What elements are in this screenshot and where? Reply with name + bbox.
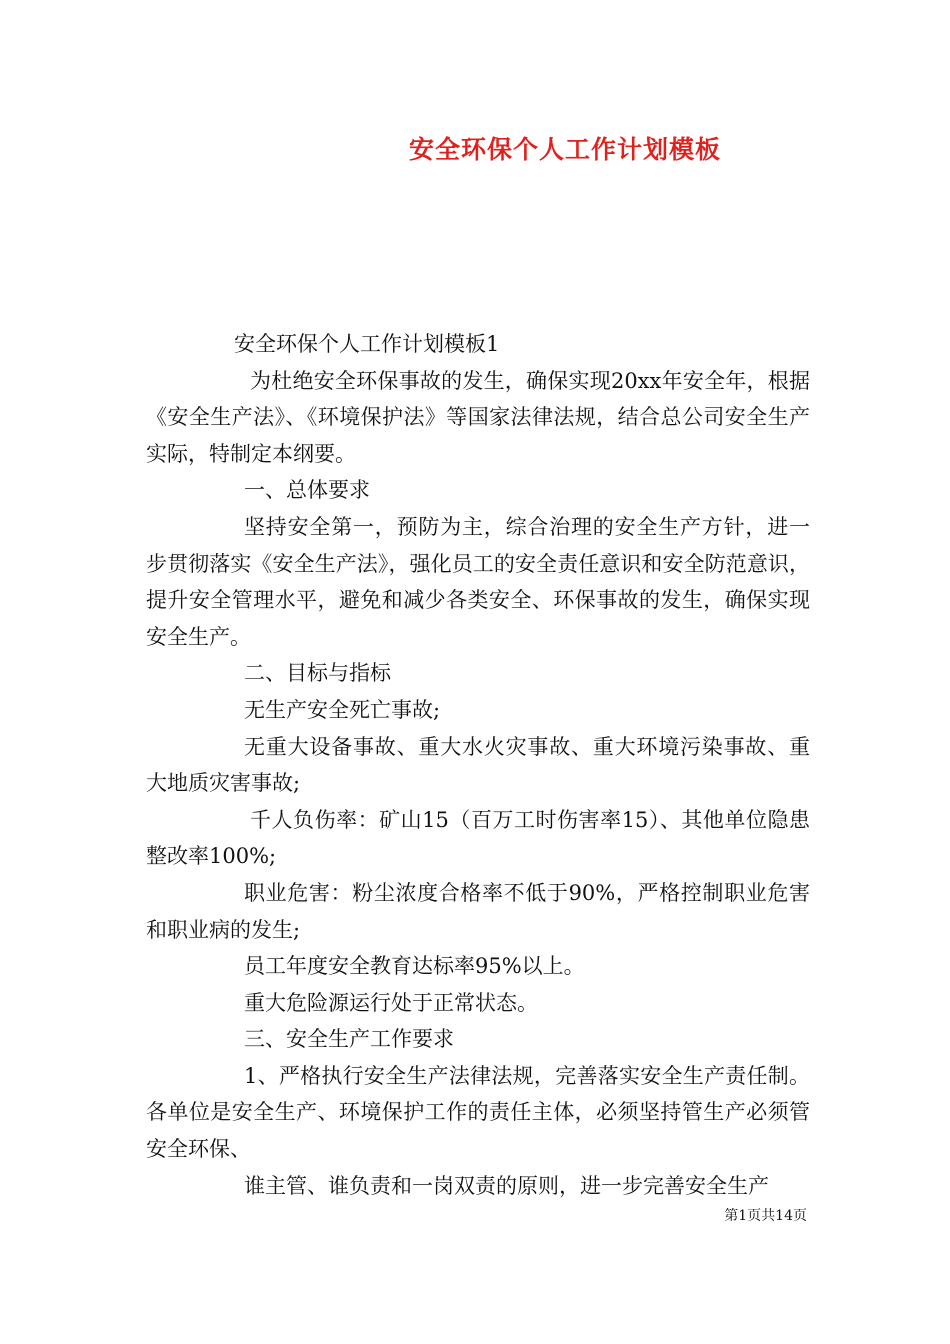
- paragraph-goal-4: 职业危害：粉尘浓度合格率不低于90%，严格控制职业危害和职业病的发生;: [146, 880, 810, 942]
- paragraph-general-requirements: 坚持安全第一，预防为主，综合治理的安全生产方针，进一步贯彻落实《安全生产法》，强化员工的安全责任意识和安全防范意识，提升安全管理水平，避免和减少各类安全、环保事故的发生，确保实现安全生产。: [146, 514, 810, 649]
- paragraph-goal-3: 千人负伤率：矿山15（百万工时伤害率15）、其他单位隐患整改率100%;: [146, 807, 810, 869]
- document-title: 安全环保个人工作计划模板: [408, 135, 721, 164]
- section-subtitle: 安全环保个人工作计划模板1: [234, 332, 500, 356]
- heading-safety-requirements: 三、安全生产工作要求: [244, 1027, 454, 1052]
- document-body: [146, 326, 810, 1204]
- heading-goals-indicators: 二、目标与指标: [244, 661, 391, 686]
- paragraph-goal-6: 重大危险源运行处于正常状态。: [244, 990, 538, 1015]
- paragraph-goal-2: 无重大设备事故、重大水火灾事故、重大环境污染事故、重大地质灾害事故;: [146, 734, 810, 796]
- paragraph-intro: 为杜绝安全环保事故的发生，确保实现20xx年安全年，根据《安全生产法》、《环境保护法》等国家法律法规，结合总公司安全生产实际，特制定本纲要。: [146, 368, 810, 466]
- paragraph-goal-1: 无生产安全死亡事故;: [244, 697, 441, 722]
- paragraph-requirement-1-cont: 谁主管、谁负责和一岗双责的原则，进一步完善安全生产: [244, 1173, 769, 1198]
- paragraph-goal-5: 员工年度安全教育达标率95%以上。: [244, 954, 585, 979]
- paragraph-requirement-1: 1、严格执行安全生产法律法规，完善落实安全生产责任制。各单位是安全生产、环境保护工作的责任主体，必须坚持管生产必须管安全环保、: [146, 1063, 810, 1162]
- heading-general-requirements: 一、总体要求: [244, 478, 370, 503]
- page-number: 第1页共14页: [724, 1208, 807, 1224]
